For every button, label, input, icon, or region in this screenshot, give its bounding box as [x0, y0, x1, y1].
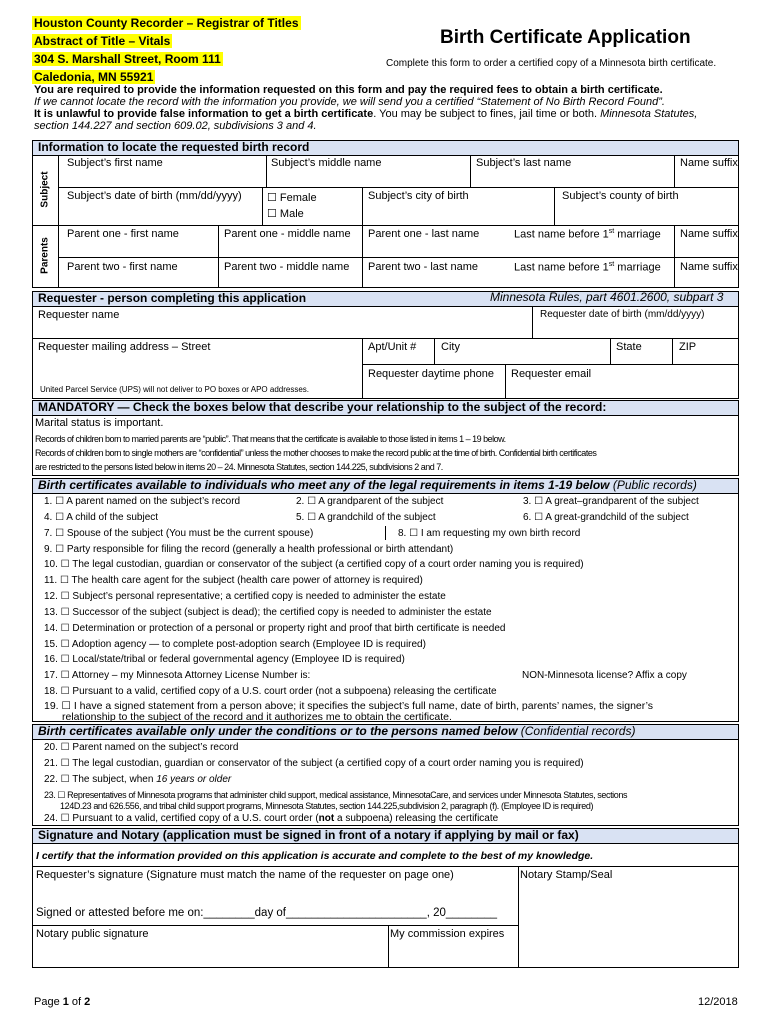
- parent1-last-name-field[interactable]: Parent one - last name: [368, 228, 480, 240]
- subject-dob-field[interactable]: Subject’s date of birth (mm/dd/yyyy): [67, 190, 242, 202]
- confidential-records-note: Records of children born to single mothers are “confidential” unless the mother chooses to make the record public at the time of birth. Confidential birth certificates: [35, 448, 597, 458]
- option-23-cont: 124D.23 and 626.556, and tribal child support programs, Minnesota Statutes, section 144.225,subdivision 2, paragraph (f). (Employee ID is required): [60, 801, 594, 811]
- commission-expires-field[interactable]: My commission expires: [390, 928, 505, 940]
- confidential-records-note-2: are restricted to the persons listed below in items 20 – 24. Minnesota Statutes, section 144.225, subdivisions 2 and 7.: [35, 462, 443, 472]
- subject-first-name-field[interactable]: Subject’s first name: [67, 157, 163, 169]
- signature-section-frame: [32, 828, 739, 968]
- intro-line4: section 144.227 and section 609.02, subdivisions 3 and 4.: [34, 120, 317, 132]
- record-section-heading: Information to locate the requested birth record: [38, 140, 310, 154]
- option-22[interactable]: 22. ☐ The subject, when 16 years or older: [44, 774, 232, 785]
- subject-city-field[interactable]: Subject’s city of birth: [368, 190, 469, 202]
- requester-zip-field[interactable]: ZIP: [679, 341, 697, 353]
- office-city: Caledonia, MN 55921: [34, 70, 154, 84]
- parent2-maiden-name-field[interactable]: Last name before 1st marriage: [514, 261, 661, 274]
- confidential-section-heading: Birth certificates available only under the conditions or to the persons named below (Confidential records): [38, 724, 636, 738]
- marital-note: Marital status is important.: [35, 417, 164, 429]
- option-15[interactable]: 15. ☐ Adoption agency — to complete post-adoption search (Employee ID is required): [44, 639, 426, 650]
- page-title: Birth Certificate Application: [440, 27, 691, 48]
- requester-section-heading: Requester - person completing this application: [38, 291, 307, 305]
- option-19[interactable]: 19. ☐ I have a signed statement from a person above; it specifies the subject’s full name, date of birth, parents’ names, the signer’s: [44, 700, 654, 712]
- parent1-first-name-field[interactable]: Parent one - first name: [67, 228, 179, 240]
- option-6[interactable]: 6. ☐ A great-grandchild of the subject: [523, 512, 689, 523]
- male-checkbox[interactable]: ☐ Male: [267, 208, 304, 220]
- option-16[interactable]: 16. ☐ Local/state/tribal or federal governmental agency (Employee ID is required): [44, 654, 405, 665]
- public-section-heading: Birth certificates available to individuals who meet any of the legal requirements in items 1-19 below (Public records): [38, 478, 697, 492]
- public-records-note: Records of children born to married parents are “public”. That means that the certificate is available to those listed in items 1 – 19 below.: [35, 434, 506, 444]
- option-2[interactable]: 2. ☐ A grandparent of the subject: [296, 496, 444, 507]
- option-24[interactable]: 24. ☐ Pursuant to a valid, certified copy of a U.S. court order (not a subpoena) releasing the certificate: [44, 813, 499, 824]
- requester-state-field[interactable]: State: [616, 341, 642, 353]
- parent2-suffix-field[interactable]: Name suffix: [680, 261, 738, 273]
- signature-section-heading: Signature and Notary (application must be signed in front of a notary if applying by mail or fax): [38, 828, 579, 842]
- office-name: Houston County Recorder – Registrar of Titles: [34, 16, 299, 30]
- parent2-last-name-field[interactable]: Parent two - last name: [368, 261, 479, 273]
- requester-phone-field[interactable]: Requester daytime phone: [368, 368, 494, 380]
- option-9[interactable]: 9. ☐ Party responsible for filing the record (generally a health professional or birth attendant): [44, 544, 454, 555]
- requester-city-field[interactable]: City: [441, 341, 460, 353]
- requester-street-field[interactable]: Requester mailing address – Street: [38, 341, 211, 353]
- subject-county-field[interactable]: Subject’s county of birth: [562, 190, 679, 202]
- option-19-cont: relationship to the subject of the record and it authorizes me to obtain the certificate.: [62, 711, 452, 723]
- parents-side-label: Parents: [39, 237, 51, 274]
- requester-apt-field[interactable]: Apt/Unit #: [368, 341, 417, 353]
- parent1-middle-name-field[interactable]: Parent one - middle name: [224, 228, 351, 240]
- option-18[interactable]: 18. ☐ Pursuant to a valid, certified copy of a U.S. court order (not a subpoena) releasing the certificate: [44, 686, 497, 697]
- requester-signature-field[interactable]: Requester’s signature (Signature must match the name of the requester on page one): [36, 869, 454, 881]
- subject-name-suffix-field[interactable]: Name suffix: [680, 157, 738, 169]
- option-13[interactable]: 13. ☐ Successor of the subject (subject is dead); the certified copy is needed to administer the estate: [44, 607, 492, 618]
- intro-line3: It is unlawful to provide false information to get a birth certificate. You may be subject to fines, jail time or both. Minnesota Statutes,: [34, 108, 698, 120]
- subject-middle-name-field[interactable]: Subject’s middle name: [271, 157, 382, 169]
- page-subtitle: Complete this form to order a certified copy of a Minnesota birth certificate.: [386, 58, 717, 69]
- option-23[interactable]: 23. ☐ Representatives of Minnesota programs that administer child support, medical assistance, MinnesotaCare, and services under Minnesota Statutes, sections: [44, 790, 628, 800]
- mandatory-heading: MANDATORY — Check the boxes below that describe your relationship to the subject of the record:: [38, 400, 607, 414]
- option-1[interactable]: 1. ☐ A parent named on the subject’s record: [44, 496, 241, 507]
- option-10[interactable]: 10. ☐ The legal custodian, guardian or conservator of the subject (a certified copy of a court order naming you is required): [44, 559, 584, 570]
- parent1-suffix-field[interactable]: Name suffix: [680, 228, 738, 240]
- office-address-block: [32, 14, 301, 86]
- office-division: Abstract of Title – Vitals: [34, 34, 171, 48]
- option-21[interactable]: 21. ☐ The legal custodian, guardian or conservator of the subject (a certified copy of a court order naming you is required): [44, 758, 584, 769]
- revision-date: 12/2018: [698, 996, 738, 1008]
- notary-stamp-area: Notary Stamp/Seal: [520, 869, 613, 881]
- intro-text: [34, 84, 697, 132]
- option-12[interactable]: 12. ☐ Subject’s personal representative; a certified copy is needed to administer the estate: [44, 591, 446, 602]
- parent2-middle-name-field[interactable]: Parent two - middle name: [224, 261, 350, 273]
- option-3[interactable]: 3. ☐ A great–grandparent of the subject: [523, 496, 699, 507]
- certification-statement: I certify that the information provided on this application is accurate and complete to the best of my knowledge.: [36, 850, 594, 862]
- notary-signature-field[interactable]: Notary public signature: [36, 928, 149, 940]
- option-11[interactable]: 11. ☐ The health care agent for the subject (health care power of attorney is required): [44, 575, 423, 586]
- option-7[interactable]: 7. ☐ Spouse of the subject (You must be the current spouse): [44, 528, 314, 539]
- subject-side-label: Subject: [39, 171, 51, 208]
- option-5[interactable]: 5. ☐ A grandchild of the subject: [296, 512, 436, 523]
- page-number: Page 1 of 2: [34, 996, 91, 1008]
- requester-name-field[interactable]: Requester name: [38, 309, 120, 321]
- option-17[interactable]: 17. ☐ Attorney – my Minnesota Attorney License Number is:: [44, 670, 311, 681]
- female-checkbox[interactable]: ☐ Female: [267, 192, 317, 204]
- non-mn-license-note: NON-Minnesota license? Affix a copy: [522, 670, 687, 681]
- requester-email-field[interactable]: Requester email: [511, 368, 592, 380]
- parent1-maiden-name-field[interactable]: Last name before 1st marriage: [514, 228, 661, 241]
- option-14[interactable]: 14. ☐ Determination or protection of a personal or property right and proof that birth certificate is needed: [44, 623, 506, 634]
- option-4[interactable]: 4. ☐ A child of the subject: [44, 512, 159, 523]
- requester-rule-citation: Minnesota Rules, part 4601.2600, subpart 3: [490, 290, 724, 304]
- attestation-line[interactable]: Signed or attested before me on:________day of______________________, 20________: [36, 907, 498, 919]
- office-street: 304 S. Marshall Street, Room 111: [34, 52, 221, 66]
- requester-dob-field[interactable]: Requester date of birth (mm/dd/yyyy): [540, 309, 705, 320]
- option-20[interactable]: 20. ☐ Parent named on the subject’s record: [44, 742, 239, 753]
- ups-note: United Parcel Service (UPS) will not deliver to PO boxes or APO addresses.: [40, 385, 309, 394]
- parent2-first-name-field[interactable]: Parent two - first name: [67, 261, 178, 273]
- intro-line1: You are required to provide the information requested on this form and pay the required fees to obtain a birth certificate.: [34, 84, 663, 96]
- intro-line2: If we cannot locate the record with the information you provide, we will send you a certified “Statement of No Birth Record Found”.: [34, 96, 665, 108]
- subject-last-name-field[interactable]: Subject’s last name: [476, 157, 572, 169]
- option-8[interactable]: 8. ☐ I am requesting my own birth record: [398, 528, 581, 539]
